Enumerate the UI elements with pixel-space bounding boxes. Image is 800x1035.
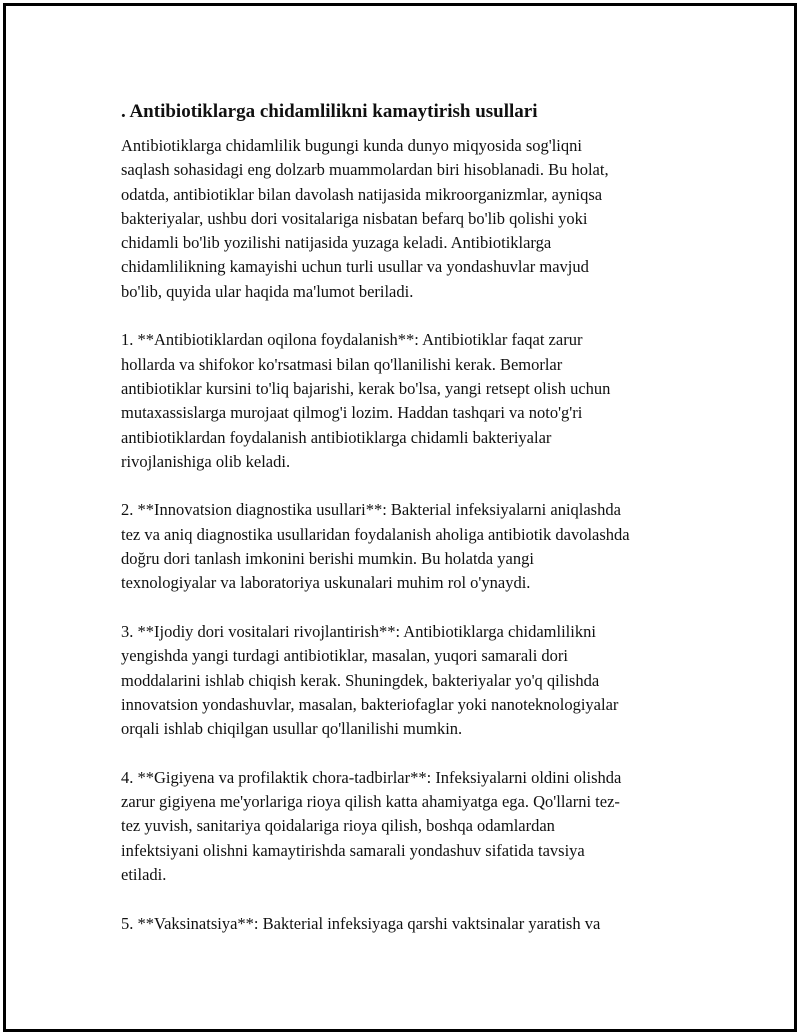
section-title: . Antibiotiklarga chidamlilikni kamaytirish usullari bbox=[121, 101, 538, 122]
paragraph-item-3 bbox=[121, 620, 691, 741]
text-line: mutaxassislarga murojaat qilmog'i lozim. Haddan tashqari va noto'g'ri bbox=[121, 403, 583, 423]
paragraph-item-2 bbox=[121, 498, 691, 595]
text-line: chidamlilikning kamayishi uchun turli usullar va yondashuvlar mavjud bbox=[121, 257, 589, 277]
text-line: 3. **Ijodiy dori vositalari rivojlantirish**: Antibiotiklarga chidamlilikni bbox=[121, 621, 596, 641]
text-line: etiladi. bbox=[121, 864, 167, 884]
text-line: hollarda va shifokor ko'rsatmasi bilan qo'llanilishi kerak. Bemorlar bbox=[121, 354, 563, 374]
paragraph-intro bbox=[121, 134, 691, 304]
text-line: bo'lib, quyida ular haqida ma'lumot beriladi. bbox=[121, 281, 414, 301]
text-line: tez va aniq diagnostika usullaridan foydalanish aholiga antibiotik davolashda bbox=[121, 524, 630, 544]
text-line: odatda, antibiotiklar bilan davolash natijasida mikroorganizmlar, ayniqsa bbox=[121, 184, 603, 204]
text-line: 4. **Gigiyena va profilaktik chora-tadbirlar**: Infeksiyalarni oldini olishda bbox=[121, 767, 622, 787]
document-content bbox=[121, 99, 691, 960]
text-line: orqali ishlab chiqilgan usullar qo'llanilishi mumkin. bbox=[121, 719, 463, 739]
text-line: doğru dori tanlash imkonini berishi mumkin. Bu holatda yangi bbox=[121, 549, 534, 569]
text-line: Antibiotiklarga chidamlilik bugungi kunda dunyo miqyosida sog'liqni bbox=[121, 136, 582, 155]
text-line: antibiotiklardan foydalanish antibiotiklarga chidamli bakteriyalar bbox=[121, 427, 552, 447]
text-line: texnologiyalar va laboratoriya uskunalari muhim rol o'ynaydi. bbox=[121, 573, 531, 593]
text-line: antibiotiklar kursini to'liq bajarishi, kerak bo'lsa, yangi retsept olish uchun bbox=[121, 378, 611, 398]
paragraph-item-4 bbox=[121, 766, 691, 887]
page-frame bbox=[3, 3, 797, 1032]
text-line: innovatsion yondashuvlar, masalan, bakteriofaglar yoki nanoteknologiyalar bbox=[121, 694, 619, 714]
paragraph-item-5 bbox=[121, 912, 691, 936]
text-line: bakteriyalar, ushbu dori vositalariga nisbatan befarq bo'lib qolishi yoki bbox=[121, 208, 588, 228]
text-line: 5. **Vaksinatsiya**: Bakterial infeksiyaga qarshi vaktsinalar yaratish va bbox=[121, 913, 601, 933]
text-line: infektsiyani olishni kamaytirishda samarali yondashuv sifatida tavsiya bbox=[121, 840, 585, 860]
text-line: tez yuvish, sanitariya qoidalariga rioya qilish, boshqa odamlardan bbox=[121, 816, 555, 836]
text-line: yengishda yangi turdagi antibiotiklar, masalan, yuqori samarali dori bbox=[121, 646, 569, 666]
text-line: rivojlanishiga olib keladi. bbox=[121, 451, 291, 471]
text-line: 1. **Antibiotiklardan oqilona foydalanish**: Antibiotiklar faqat zarur bbox=[121, 330, 583, 350]
text-line: zarur gigiyena me'yorlariga rioya qilish katta ahamiyatga ega. Qo'llarni tez- bbox=[121, 792, 620, 812]
paragraph-item-1 bbox=[121, 328, 691, 474]
text-line: chidamli bo'lib yozilishi natijasida yuzaga keladi. Antibiotiklarga bbox=[121, 233, 552, 253]
text-line: moddalarini ishlab chiqish kerak. Shuningdek, bakteriyalar yo'q qilishda bbox=[121, 670, 600, 690]
text-line: 2. **Innovatsion diagnostika usullari**: Bakterial infeksiyalarni aniqlashda bbox=[121, 500, 621, 520]
text-line: saqlash sohasidagi eng dolzarb muammolardan biri hisoblanadi. Bu holat, bbox=[121, 160, 609, 180]
